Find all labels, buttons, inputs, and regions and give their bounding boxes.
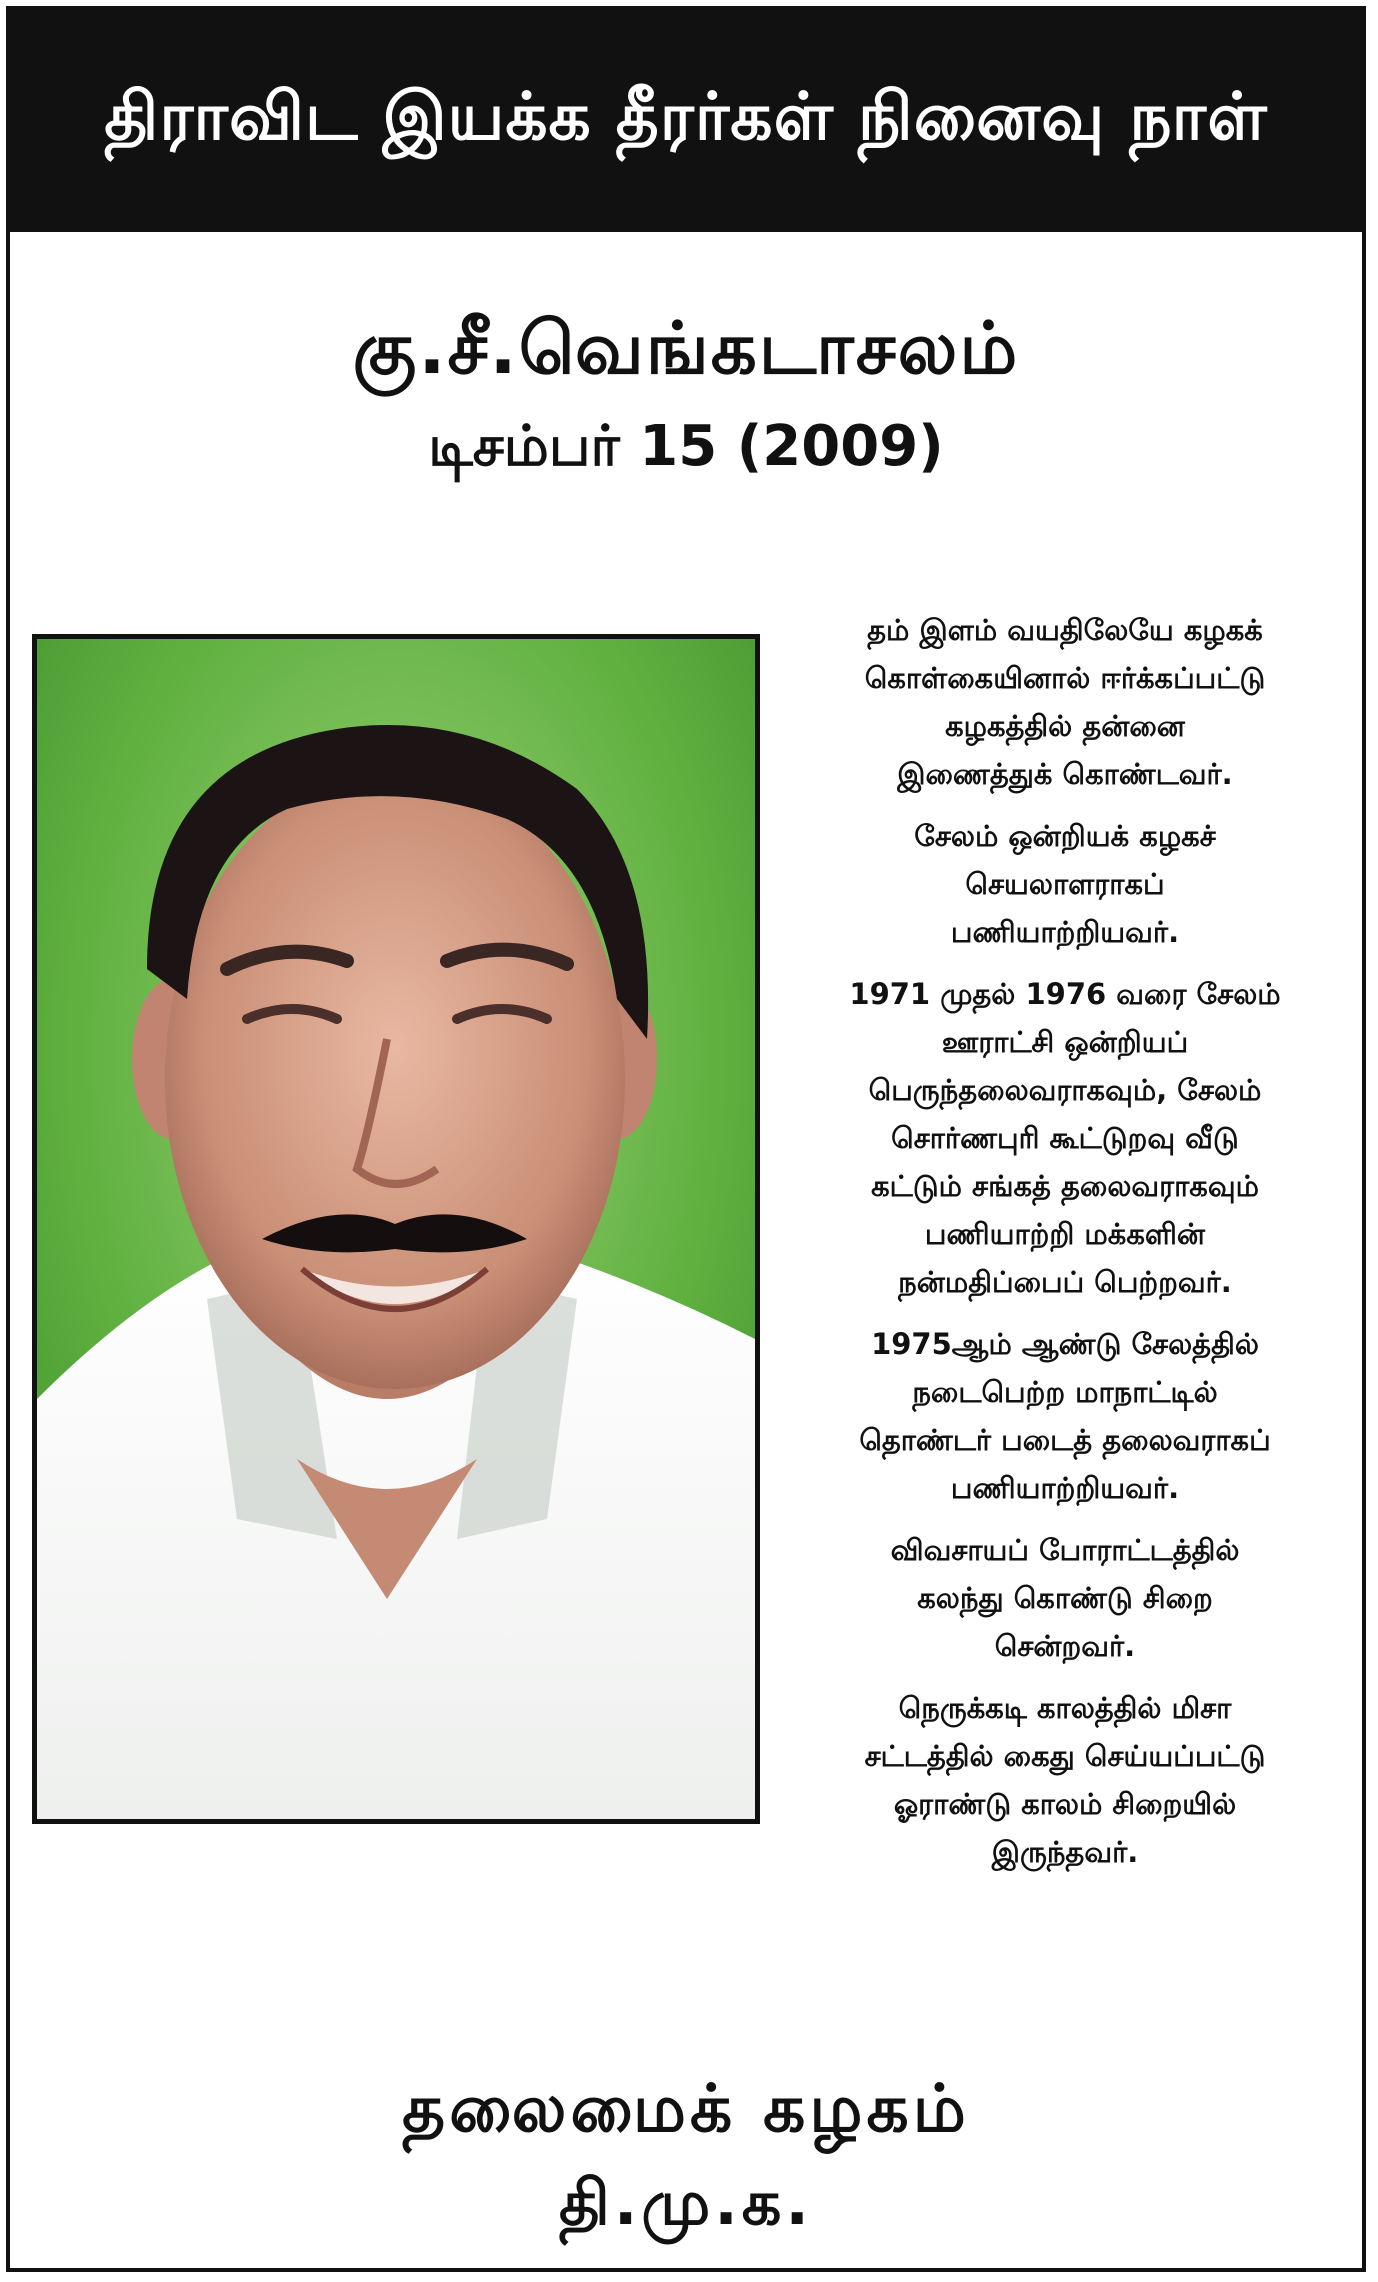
bio-line: கலந்து கொண்டு சிறை (917, 1581, 1213, 1615)
bio-line: கழகத்தில் தன்னை (945, 709, 1185, 743)
portrait-photo (32, 634, 760, 1824)
portrait-illustration (37, 639, 755, 1819)
bio-line: சட்டத்தில் கைது செய்யப்பட்டு (864, 1739, 1266, 1773)
bio-paragraph (800, 606, 1330, 798)
bio-line: சொர்ணபுரி கூட்டுறவு வீடு (891, 1121, 1239, 1155)
bio-line: ஊராட்சி ஒன்றியப் (941, 1025, 1189, 1059)
bio-line: இருந்தவர். (991, 1835, 1139, 1869)
bio-line: சென்றவர். (994, 1629, 1136, 1663)
memorial-notice (6, 6, 1366, 2272)
bio-paragraph (800, 1320, 1330, 1512)
bio-paragraph (800, 1526, 1330, 1670)
bio-paragraph (800, 812, 1330, 956)
banner-title: திராவிட இயக்க தீரர்கள் நினைவு நாள் (104, 78, 1268, 155)
bio-paragraph (800, 1684, 1330, 1876)
memorial-date: டிசம்பர் 15 (2009) (428, 414, 944, 479)
bio-line: தம் இளம் வயதிலேயே கழகக் (867, 613, 1263, 647)
bio-line: ஓராண்டு காலம் சிறையில் (893, 1787, 1237, 1821)
bio-line: செயலாளராகப் (965, 867, 1165, 901)
bio-line: கட்டும் சங்கத் தலைவராகவும் (871, 1169, 1259, 1203)
bio-line: கொள்கையினால் ஈர்க்கப்பட்டு (864, 661, 1266, 695)
bio-line: நன்மதிப்பைப் பெற்றவர். (898, 1265, 1232, 1299)
bio-paragraph (800, 970, 1330, 1306)
person-name: கு.சீ.வெங்கடாசலம் (352, 306, 1020, 390)
bio-line: தொண்டர் படைத் தலைவராகப் (859, 1423, 1271, 1457)
bio-line: 1975ஆம் ஆண்டு சேலத்தில் (871, 1327, 1259, 1361)
biography (800, 606, 1330, 1890)
bio-line: பணியாற்றி மக்களின் (924, 1217, 1206, 1251)
bio-line: 1971 முதல் 1976 வரை சேலம் (849, 977, 1281, 1011)
bio-line: நெருக்கடி காலத்தில் மிசா (898, 1691, 1232, 1725)
bio-line: பெருந்தலைவராகவும், சேலம் (868, 1073, 1262, 1107)
bio-line: விவசாயப் போராட்டத்தில் (890, 1533, 1240, 1567)
bio-line: இணைத்துக் கொண்டவர். (897, 757, 1233, 791)
header-banner (10, 10, 1362, 232)
bio-line: நடைபெற்ற மாநாட்டில் (912, 1375, 1218, 1409)
bio-line: சேலம் ஒன்றியக் கழகச் (914, 819, 1216, 853)
bio-line: பணியாற்றியவர். (950, 1471, 1180, 1505)
bio-line: பணியாற்றியவர். (950, 915, 1180, 949)
footer-party: தி.மு.க. (559, 2166, 813, 2239)
footer-organization: தலைமைக் கழகம் (402, 2070, 970, 2147)
